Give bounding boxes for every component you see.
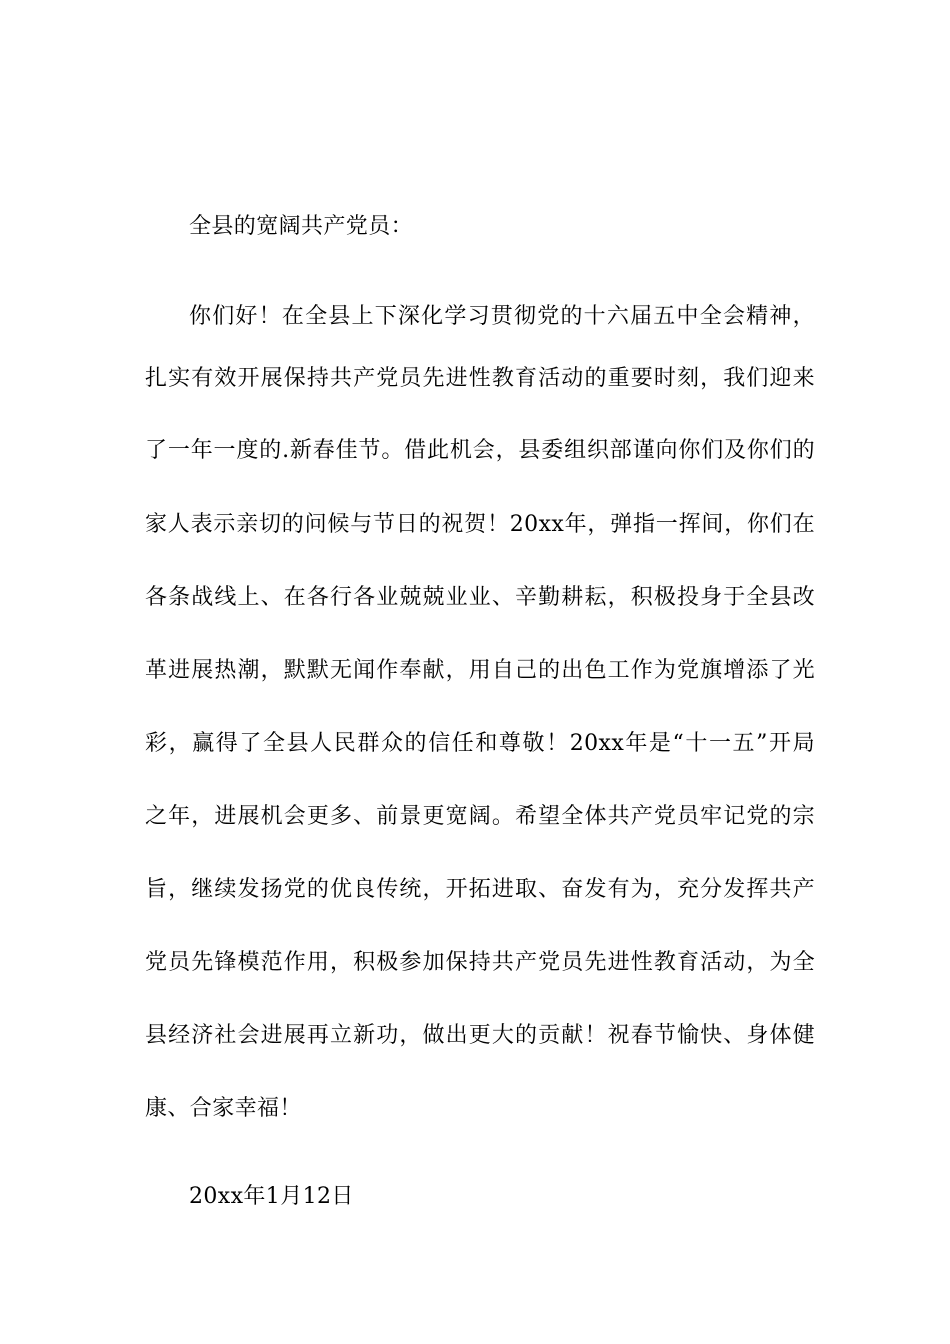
- body-line: 康、合家幸福！: [145, 1096, 302, 1121]
- body-line: 革进展热潮，默默无闻作奉献，用自己的出色工作为党旗增添了光: [145, 658, 815, 683]
- body-line: 扎实有效开展保持共产党员先进性教育活动的重要时刻，我们迎来: [145, 366, 815, 391]
- letter-date: 20xx年1月12日: [189, 1184, 354, 1209]
- body-line: 家人表示亲切的问候与节日的祝贺！20xx年，弹指一挥间，你们在: [145, 512, 815, 537]
- body-line: 彩，赢得了全县人民群众的信任和尊敬！20xx年是“十一五”开局: [145, 731, 815, 756]
- salutation: 全县的宽阔共产党员：: [189, 214, 414, 239]
- body-line: 旨，继续发扬党的优良传统，开拓进取、奋发有为，充分发挥共产: [145, 877, 815, 902]
- body-line: 县经济社会进展再立新功，做出更大的贡献！祝春节愉快、身体健: [145, 1023, 815, 1048]
- body-line: 了一年一度的.新春佳节。借此机会，县委组织部谨向你们及你们的: [145, 438, 815, 463]
- body-line: 之年，进展机会更多、前景更宽阔。希望全体共产党员牢记党的宗: [145, 804, 815, 829]
- body-line: 党员先锋模范作用，积极参加保持共产党员先进性教育活动，为全: [145, 950, 815, 975]
- body-line: 你们好！在全县上下深化学习贯彻党的十六届五中全会精神，: [189, 304, 815, 329]
- body-line: 各条战线上、在各行各业兢兢业业、辛勤耕耘，积极投身于全县改: [145, 585, 815, 610]
